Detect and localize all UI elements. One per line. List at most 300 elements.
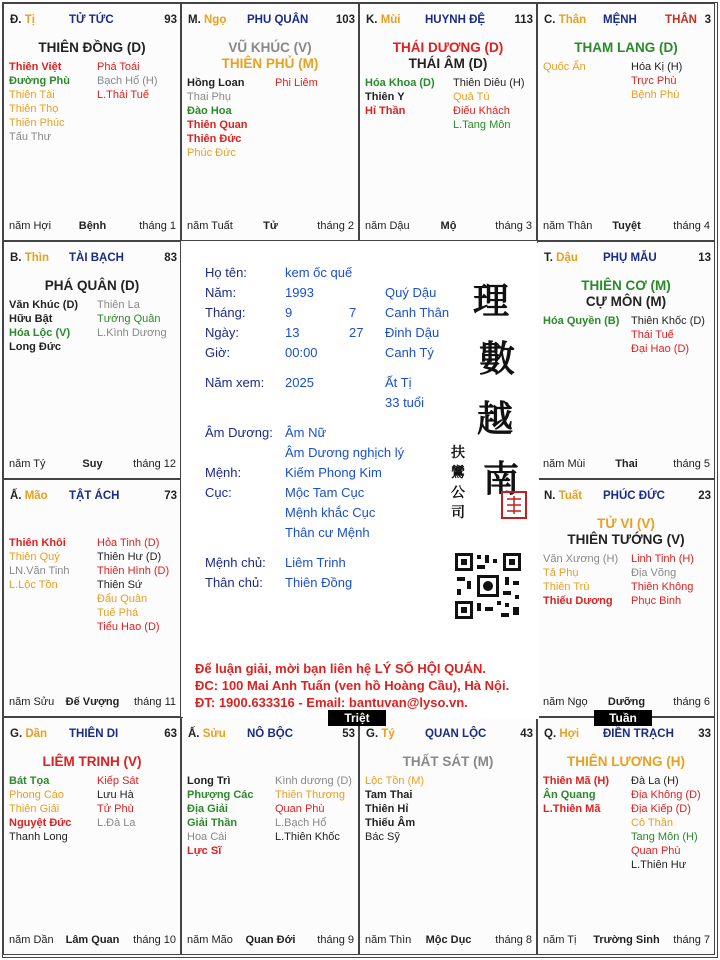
palace-header (541, 728, 711, 742)
palace-footer (543, 934, 710, 948)
minor-star: Thai Phụ (187, 91, 232, 103)
footer-year: năm Tị (543, 934, 577, 946)
menh-value: Kiếm Phong Kim (285, 465, 382, 480)
minor-star: L.Kình Dương (97, 327, 167, 339)
minor-star: Tiểu Hao (D) (97, 621, 160, 633)
branch-stem: G. (10, 728, 26, 740)
palace-header (7, 14, 177, 28)
palace-footer (543, 458, 710, 472)
palace-name: ĐIỀN TRẠCH (603, 728, 674, 740)
palace-name: QUAN LỘC (425, 728, 487, 740)
menhchu-label: Mệnh chủ: (205, 555, 266, 570)
palace-number: 53 (342, 728, 355, 740)
cuc-value-2: Mệnh khắc Cục (285, 505, 376, 520)
palace-number: 73 (164, 490, 177, 502)
footer-year: năm Tuất (187, 220, 233, 232)
branch-name: Hợi (559, 728, 580, 740)
palace-header (7, 728, 177, 742)
contact-line-2: ĐC: 100 Mai Anh Tuấn (ven hồ Hoàng Cầu), Hà Nội. (195, 678, 510, 693)
hour-can: Canh Tý (385, 345, 434, 360)
minor-star: Hữu Bật (9, 313, 53, 325)
palace-header (363, 728, 533, 742)
minor-star: Phục Binh (631, 595, 682, 607)
minor-star: Lộc Tồn (M) (365, 775, 425, 787)
amduong-label: Âm Dương: (205, 425, 273, 440)
minor-star: Giải Thần (187, 817, 238, 829)
amduong-value: Âm Nữ (285, 425, 327, 440)
minor-star: Phong Cáo (9, 789, 65, 801)
palace-number: 63 (164, 728, 177, 740)
minor-star: Hỉ Thần (365, 105, 406, 117)
palace-name: TÀI BẠCH (69, 252, 124, 264)
branch-label (366, 728, 395, 740)
branch-name: Thìn (24, 252, 49, 264)
branch-stem: Ấ. (10, 490, 25, 502)
minor-star: L.Đà La (97, 817, 136, 829)
day-label: Ngày: (205, 325, 239, 340)
minor-star: Bát Tọa (9, 775, 50, 787)
main-star: VŨ KHÚC (V) (228, 40, 312, 55)
main-star: THÁI ÂM (D) (408, 56, 488, 71)
qr-code-icon (453, 551, 523, 621)
footer-year: năm Sửu (9, 696, 55, 708)
footer-month: tháng 12 (133, 458, 176, 470)
palace-footer (543, 696, 710, 710)
palace-number: 13 (698, 252, 711, 264)
branch-label (10, 14, 35, 26)
palace-number: 33 (698, 728, 711, 740)
minor-star: Thiên Đức (187, 133, 242, 145)
minor-star: Thiên Không (631, 581, 694, 593)
minor-stars-right (97, 60, 158, 102)
view-year-can: Ất Tị (385, 375, 412, 390)
palace-footer (9, 934, 176, 948)
minor-stars-left (9, 774, 71, 844)
minor-star: Tấu Thư (9, 131, 52, 143)
palace-cell-tuat (537, 479, 715, 717)
minor-star: Thiên Quý (9, 551, 60, 563)
minor-star: Thiên Trù (543, 581, 590, 593)
branch-label (10, 728, 47, 740)
footer-stage: Tử (263, 220, 278, 232)
main-star: THIÊN ĐỒNG (D) (38, 40, 146, 55)
palace-number: 23 (698, 490, 711, 502)
branch-stem: Ấ. (188, 728, 203, 740)
footer-stage: Lâm Quan (65, 934, 120, 946)
main-star: PHÁ QUÂN (D) (44, 278, 140, 293)
palace-footer (9, 458, 176, 472)
palace-footer (365, 934, 532, 948)
minor-stars-right (97, 536, 169, 634)
minor-star: L.Lộc Tồn (9, 579, 58, 591)
minor-star: Phá Toái (97, 61, 140, 73)
footer-month: tháng 4 (673, 220, 710, 232)
minor-stars-left (543, 552, 618, 608)
minor-star: Đà La (H) (631, 775, 679, 787)
branch-name: Tị (24, 14, 35, 26)
palace-name: TỬ TỨC (69, 14, 114, 26)
minor-star: Hóa Kị (H) (631, 61, 683, 73)
minor-star: Trực Phù (631, 75, 677, 87)
footer-month: tháng 10 (133, 934, 176, 946)
palace-number: 93 (164, 14, 177, 26)
minor-star: Tam Thai (365, 789, 413, 801)
minor-star: Hỏa Tinh (D) (97, 537, 160, 549)
minor-stars-right (631, 60, 682, 102)
branch-name: Dần (25, 728, 48, 740)
minor-star: Lực Sĩ (187, 845, 222, 857)
month-solar: 9 (285, 305, 293, 320)
minor-stars-left (187, 774, 254, 858)
footer-year: năm Tý (9, 458, 46, 470)
amduong-value-2: Âm Dương nghịch lý (285, 445, 405, 460)
branch-label (544, 14, 586, 26)
palace-cell-dau (537, 241, 715, 479)
minor-star: Lưu Hà (97, 789, 134, 801)
palace-name: PHU QUÂN (247, 14, 309, 26)
footer-month: tháng 9 (317, 934, 354, 946)
footer-stage: Tuyệt (612, 220, 641, 232)
minor-star: Đào Hoa (187, 105, 232, 117)
minor-stars-left (365, 774, 424, 844)
minor-stars-left (543, 60, 586, 74)
minor-star: Thiên Y (365, 91, 405, 103)
palace-name: HUYNH ĐỆ (425, 14, 486, 26)
main-star: THÁI DƯƠNG (D) (392, 40, 504, 55)
main-star: THAM LANG (D) (574, 40, 678, 55)
palace-footer (9, 220, 176, 234)
thanchu-label: Thân chủ: (205, 575, 263, 590)
footer-year: năm Ngọ (543, 696, 588, 708)
branch-stem: T. (544, 252, 557, 264)
branch-label (544, 728, 579, 740)
branch-name: Ngọ (203, 14, 227, 26)
main-star: LIÊM TRINH (V) (42, 754, 142, 769)
main-star: THẤT SÁT (M) (402, 754, 494, 769)
minor-star: Phúc Đức (187, 147, 236, 159)
minor-star: Bạch Hổ (H) (97, 75, 158, 87)
view-year-value: 2025 (285, 375, 314, 390)
contact-line-1: Để luận giải, mời bạn liên hệ LÝ SỐ HỘI QUÁN. (195, 661, 486, 676)
minor-star: Thiên Quan (187, 119, 248, 131)
minor-stars-right (97, 774, 139, 830)
footer-stage: Đế Vượng (65, 696, 120, 708)
footer-year: năm Dần (9, 934, 54, 946)
palace-cell-hoi (537, 717, 715, 955)
palace-name: TẬT ÁCH (69, 490, 120, 502)
main-star: THIÊN LƯƠNG (H) (567, 754, 685, 769)
minor-star: Hóa Khoa (D) (365, 77, 435, 89)
minor-star: Thiên Hình (D) (97, 565, 170, 577)
minor-star: Đẩu Quân (97, 593, 148, 605)
tuan-marker: Tuần (594, 710, 652, 726)
minor-star: Địa Giải (187, 803, 228, 815)
minor-star: Thiên Diêu (H) (453, 77, 525, 89)
minor-star: Địa Kiếp (D) (631, 803, 691, 815)
palace-name: MỆNH (603, 14, 637, 26)
minor-star: Tả Phụ (543, 567, 579, 579)
branch-label (366, 14, 401, 26)
year-can: Quý Dậu (385, 285, 437, 300)
palace-number: 113 (514, 14, 533, 26)
palace-cell-ti (3, 3, 181, 241)
minor-stars-right (453, 76, 525, 132)
minor-star: L.Tang Môn (453, 119, 511, 131)
branch-name: Sửu (202, 728, 226, 740)
hour-label: Giờ: (205, 345, 231, 360)
month-label: Tháng: (205, 305, 246, 320)
minor-star: Thiên Sứ (97, 579, 143, 591)
minor-star: Hồng Loan (187, 77, 245, 89)
branch-stem: M. (188, 14, 204, 26)
minor-star: Tướng Quân (97, 313, 161, 325)
minor-stars-left (543, 774, 609, 816)
minor-stars-left (543, 314, 619, 328)
palace-footer (365, 220, 532, 234)
palace-footer (9, 696, 176, 710)
cuc-value-3: Thân cư Mệnh (285, 525, 370, 540)
hour-value: 00:00 (285, 345, 318, 360)
minor-stars-right (97, 298, 167, 340)
name-value: kem ốc quế (285, 265, 353, 280)
branch-label (188, 728, 226, 740)
minor-star: Địa Võng (631, 567, 677, 579)
minor-star: Thiếu Âm (365, 817, 416, 829)
minor-star: Thiên Khôi (9, 537, 66, 549)
palace-footer (187, 934, 354, 948)
palace-cell-mui (359, 3, 537, 241)
red-seal-icon (501, 491, 527, 519)
minor-star: Thiên La (97, 299, 140, 311)
footer-month: tháng 1 (139, 220, 176, 232)
cuc-label: Cục: (205, 485, 232, 500)
footer-year: năm Hợi (9, 220, 52, 232)
minor-star: Tử Phù (97, 803, 134, 815)
branch-name: Tuất (558, 490, 583, 502)
minor-star: Đường Phù (9, 75, 70, 87)
minor-star: Thiên Phúc (9, 117, 65, 129)
branch-stem: C. (544, 14, 559, 26)
footer-stage: Bệnh (78, 220, 107, 232)
day-can: Đinh Dậu (385, 325, 440, 340)
minor-stars-left (365, 76, 435, 118)
minor-stars-right (631, 774, 701, 872)
minor-star: Quan Phù (275, 803, 325, 815)
minor-star: Thiên Việt (9, 61, 62, 73)
age-value: 33 tuổi (385, 395, 425, 410)
palace-header (7, 252, 177, 266)
minor-star: Nguyệt Đức (9, 817, 72, 829)
minor-star: Thiếu Dương (543, 595, 613, 607)
palace-number: 3 (704, 14, 711, 26)
palace-number: 83 (164, 252, 177, 264)
horoscope-chart (2, 2, 718, 958)
branch-name: Thân (558, 14, 587, 26)
footer-month: tháng 11 (133, 696, 176, 708)
minor-star: L.Thiên Khốc (275, 831, 340, 843)
minor-star: Phi Liêm (275, 77, 318, 89)
branch-name: Tý (381, 728, 395, 740)
minor-stars-right (631, 314, 705, 356)
footer-stage: Thai (615, 458, 638, 470)
branch-name: Mão (24, 490, 48, 502)
footer-month: tháng 7 (673, 934, 710, 946)
day-lunar: 27 (349, 325, 364, 340)
calligraphy-char-2: 數 (479, 338, 516, 380)
year-label: Năm: (205, 285, 237, 300)
footer-stage: Trường Sinh (593, 934, 660, 946)
footer-year: năm Thân (543, 220, 593, 232)
palace-cell-thin (3, 241, 181, 479)
minor-star: LN.Văn Tinh (9, 565, 70, 577)
palace-footer (187, 220, 354, 234)
minor-stars-right (275, 774, 352, 844)
branch-name: Dậu (556, 252, 578, 264)
palace-name: PHỤ MẪU (603, 252, 657, 264)
minor-star: L.Thái Tuế (97, 89, 149, 101)
menh-label: Mệnh: (205, 465, 242, 480)
branch-label (544, 490, 582, 502)
menhchu-value: Liêm Trinh (285, 555, 346, 570)
branch-name: Mùi (380, 14, 401, 26)
minor-stars-left (9, 298, 78, 354)
footer-stage: Mộ (440, 220, 457, 232)
minor-star: Quốc Ấn (543, 61, 586, 73)
footer-month: tháng 3 (495, 220, 532, 232)
branch-stem: B. (10, 252, 25, 264)
cuc-value: Mộc Tam Cục (285, 485, 365, 500)
minor-star: Kiếp Sát (97, 775, 139, 787)
footer-stage: Suy (82, 458, 103, 470)
minor-stars-right (275, 76, 318, 90)
minor-star: Thiên Tài (9, 89, 55, 101)
minor-star: L.Thiên Hư (631, 859, 687, 871)
footer-stage: Mộc Dục (425, 934, 472, 946)
minor-star: Ân Quang (543, 789, 596, 801)
palace-cell-suu (181, 717, 359, 955)
view-year-label: Năm xem: (205, 375, 265, 390)
minor-star: Quả Tú (453, 91, 490, 103)
minor-stars-left (187, 76, 248, 160)
footer-month: tháng 5 (673, 458, 710, 470)
minor-star: Địa Không (D) (631, 789, 701, 801)
minor-star: Bác Sỹ (365, 831, 400, 843)
footer-year: năm Mão (187, 934, 233, 946)
stamp-text: 扶鸞公司 (451, 445, 465, 521)
month-can: Canh Thân (385, 305, 450, 320)
minor-stars-right (631, 552, 694, 608)
minor-star: Đại Hao (D) (631, 343, 690, 355)
minor-star: Tuế Phá (97, 607, 139, 619)
main-star: THIÊN TƯỚNG (V) (567, 532, 685, 547)
calligraphy-char-4: 南 (483, 458, 520, 500)
year-value: 1993 (285, 285, 314, 300)
palace-header (185, 728, 355, 742)
minor-star: Hóa Quyền (B) (543, 315, 620, 327)
palace-number: 103 (335, 14, 355, 26)
contact-line-3: ĐT: 1900.633316 - Email: bantuvan@lyso.vn. (195, 695, 468, 710)
palace-header (541, 490, 711, 504)
minor-star: Quan Phù (631, 845, 681, 857)
month-lunar: 7 (349, 305, 357, 320)
triet-marker: Triệt (328, 710, 386, 726)
minor-star: Thanh Long (9, 831, 68, 843)
branch-stem: Đ. (10, 14, 25, 26)
footer-stage: Dưỡng (607, 696, 646, 708)
minor-star: Thiên Mã (H) (543, 775, 609, 787)
minor-star: Văn Xương (H) (543, 553, 619, 565)
minor-star: Kình dương (D) (275, 775, 352, 787)
branch-stem: G. (366, 728, 382, 740)
branch-stem: Q. (544, 728, 560, 740)
branch-label (544, 252, 578, 264)
day-solar: 13 (285, 325, 300, 340)
main-star: THIÊN PHỦ (M) (221, 56, 319, 71)
minor-star: Thiên Khốc (D) (631, 315, 705, 327)
palace-footer (543, 220, 710, 234)
branch-label (10, 490, 48, 502)
footer-month: tháng 2 (317, 220, 354, 232)
calligraphy-char-3: 越 (477, 398, 514, 440)
minor-stars-left (9, 536, 70, 592)
minor-star: L.Bạch Hổ (275, 817, 327, 829)
minor-star: Phượng Các (187, 789, 254, 801)
minor-star: Bệnh Phù (631, 89, 680, 101)
minor-stars-left (9, 60, 70, 144)
thanchu-value: Thiên Đồng (285, 575, 353, 590)
minor-star: Tang Môn (H) (631, 831, 698, 843)
minor-star: Long Đức (9, 341, 61, 353)
minor-star: Thiên Giải (9, 803, 60, 815)
palace-cell-dan (3, 717, 181, 955)
minor-star: L.Thiên Mã (543, 803, 601, 815)
minor-star: Long Trì (187, 775, 231, 787)
palace-header (185, 14, 355, 28)
center-info-panel (183, 243, 539, 719)
minor-star: Cô Thần (631, 817, 673, 829)
palace-header (7, 490, 177, 504)
palace-header (541, 14, 711, 28)
minor-star: Thiên Hư (D) (97, 551, 162, 563)
minor-star: Linh Tinh (H) (631, 553, 694, 565)
branch-stem: N. (544, 490, 559, 502)
palace-name: PHÚC ĐỨC (603, 490, 665, 502)
minor-star: Thiên Hỉ (365, 803, 409, 815)
footer-year: năm Thìn (365, 934, 412, 946)
palace-number: 43 (520, 728, 533, 740)
than-marker: THÂN (665, 14, 697, 26)
palace-name: THIÊN DI (69, 728, 119, 740)
footer-month: tháng 8 (495, 934, 532, 946)
palace-cell-than (537, 3, 715, 241)
footer-month: tháng 6 (673, 696, 710, 708)
palace-header (363, 14, 533, 28)
branch-label (10, 252, 49, 264)
minor-star: Hóa Lộc (V) (9, 327, 71, 339)
minor-star: Điếu Khách (453, 105, 510, 117)
palace-cell-ngo (181, 3, 359, 241)
palace-cell-ty (359, 717, 537, 955)
name-label: Họ tên: (205, 265, 247, 280)
footer-year: năm Dậu (365, 220, 410, 232)
minor-star: Hoa Cái (187, 831, 227, 843)
calligraphy-char-1: 理 (473, 280, 510, 322)
main-star: THIÊN CƠ (M) (581, 278, 671, 293)
branch-label (188, 14, 226, 26)
palace-header (541, 252, 711, 266)
footer-stage: Quan Đới (245, 934, 296, 946)
palace-cell-mao (3, 479, 181, 717)
